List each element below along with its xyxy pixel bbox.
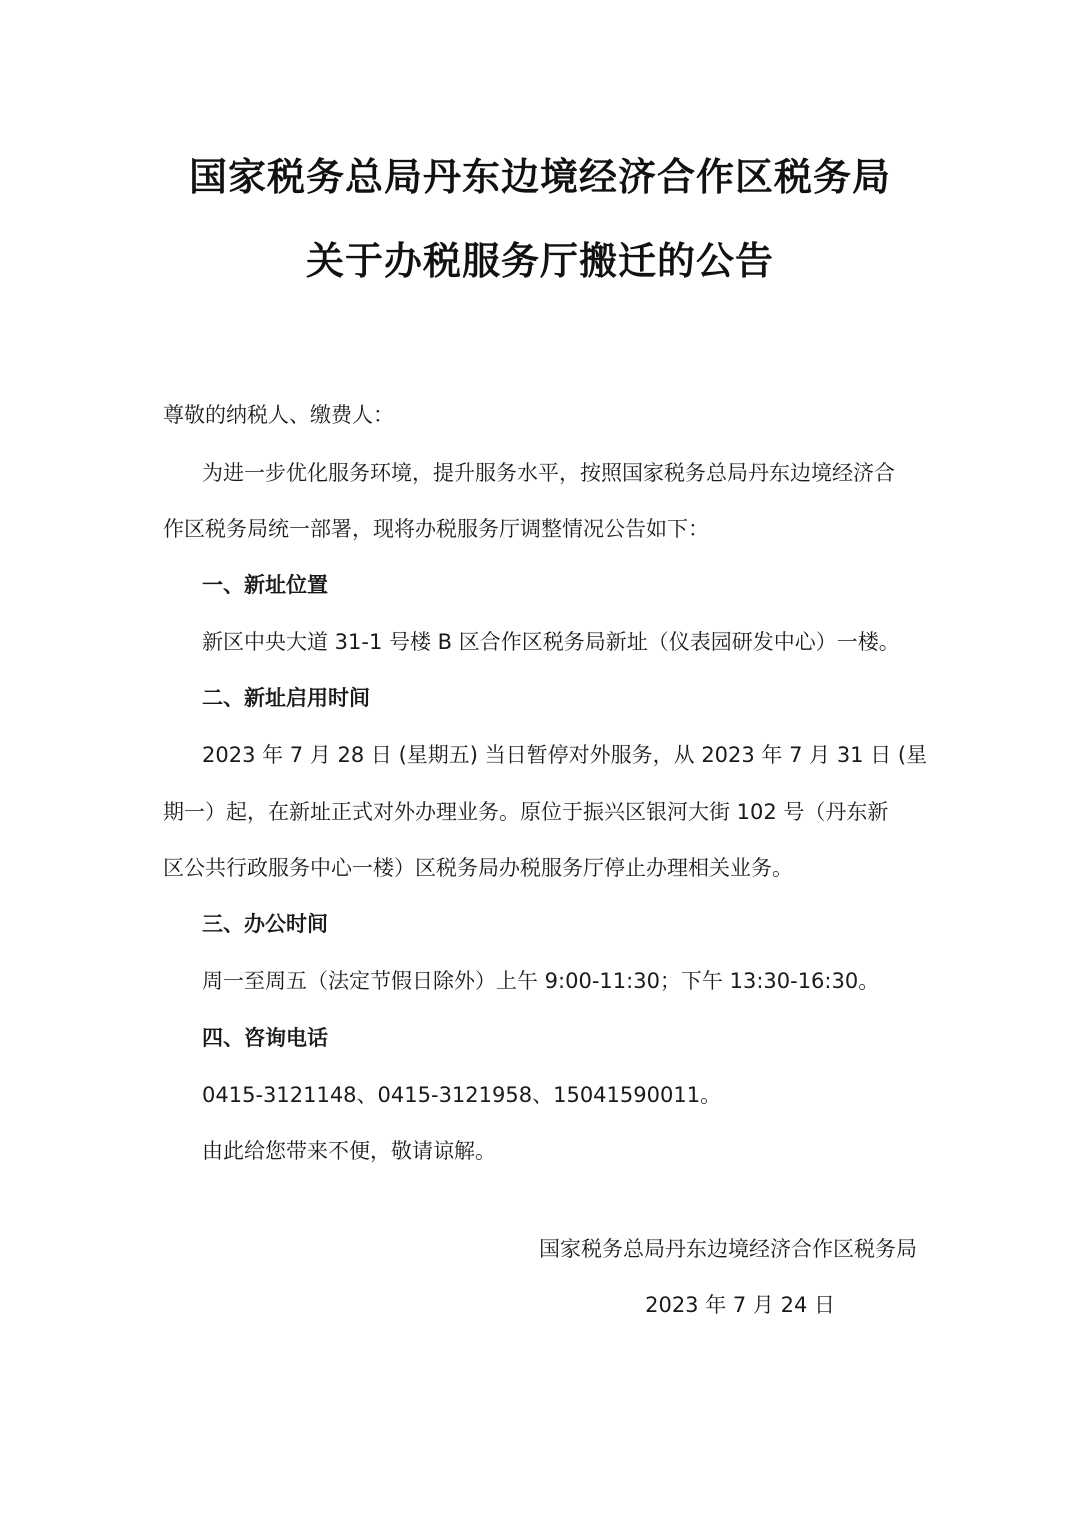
title-line-1: 国家税务总局丹东边境经济合作区税务局	[188, 155, 891, 199]
section-heading-office-hours: 三、办公时间	[202, 912, 328, 936]
signature-date: 2023 年 7 月 24 日	[645, 1293, 835, 1317]
signature-org: 国家税务总局丹东边境经济合作区税务局	[539, 1237, 917, 1261]
section-heading-location: 一、新址位置	[202, 573, 328, 597]
section-text-start-time-1: 2023 年 7 月 28 日 (星期五) 当日暂停对外服务，从 2023 年 7 月 31 日 (星	[202, 743, 928, 767]
closing-remark: 由此给您带来不便，敬请谅解。	[202, 1139, 496, 1163]
intro-line-2: 作区税务局统一部署，现将办税服务厅调整情况公告如下：	[163, 517, 709, 541]
section-text-location: 新区中央大道 31-1 号楼 B 区合作区税务局新址（仪表园研发中心）一楼。	[202, 630, 900, 654]
section-text-phone: 0415-3121148、0415-3121958、15041590011。	[202, 1083, 722, 1107]
section-text-start-time-2: 期一）起，在新址正式对外办理业务。原位于振兴区银河大街 102 号（丹东新	[163, 800, 889, 824]
section-heading-phone: 四、咨询电话	[202, 1026, 328, 1050]
section-text-start-time-3: 区公共行政服务中心一楼）区税务局办税服务厅停止办理相关业务。	[163, 856, 793, 880]
title-line-2: 关于办税服务厅搬迁的公告	[305, 239, 774, 283]
section-text-office-hours: 周一至周五（法定节假日除外）上午 9:00-11:30；下午 13:30-16:30。	[202, 969, 880, 993]
intro-line-1: 为进一步优化服务环境，提升服务水平，按照国家税务总局丹东边境经济合	[202, 461, 895, 485]
section-heading-start-time: 二、新址启用时间	[202, 686, 370, 710]
salutation: 尊敬的纳税人、缴费人：	[163, 403, 394, 427]
